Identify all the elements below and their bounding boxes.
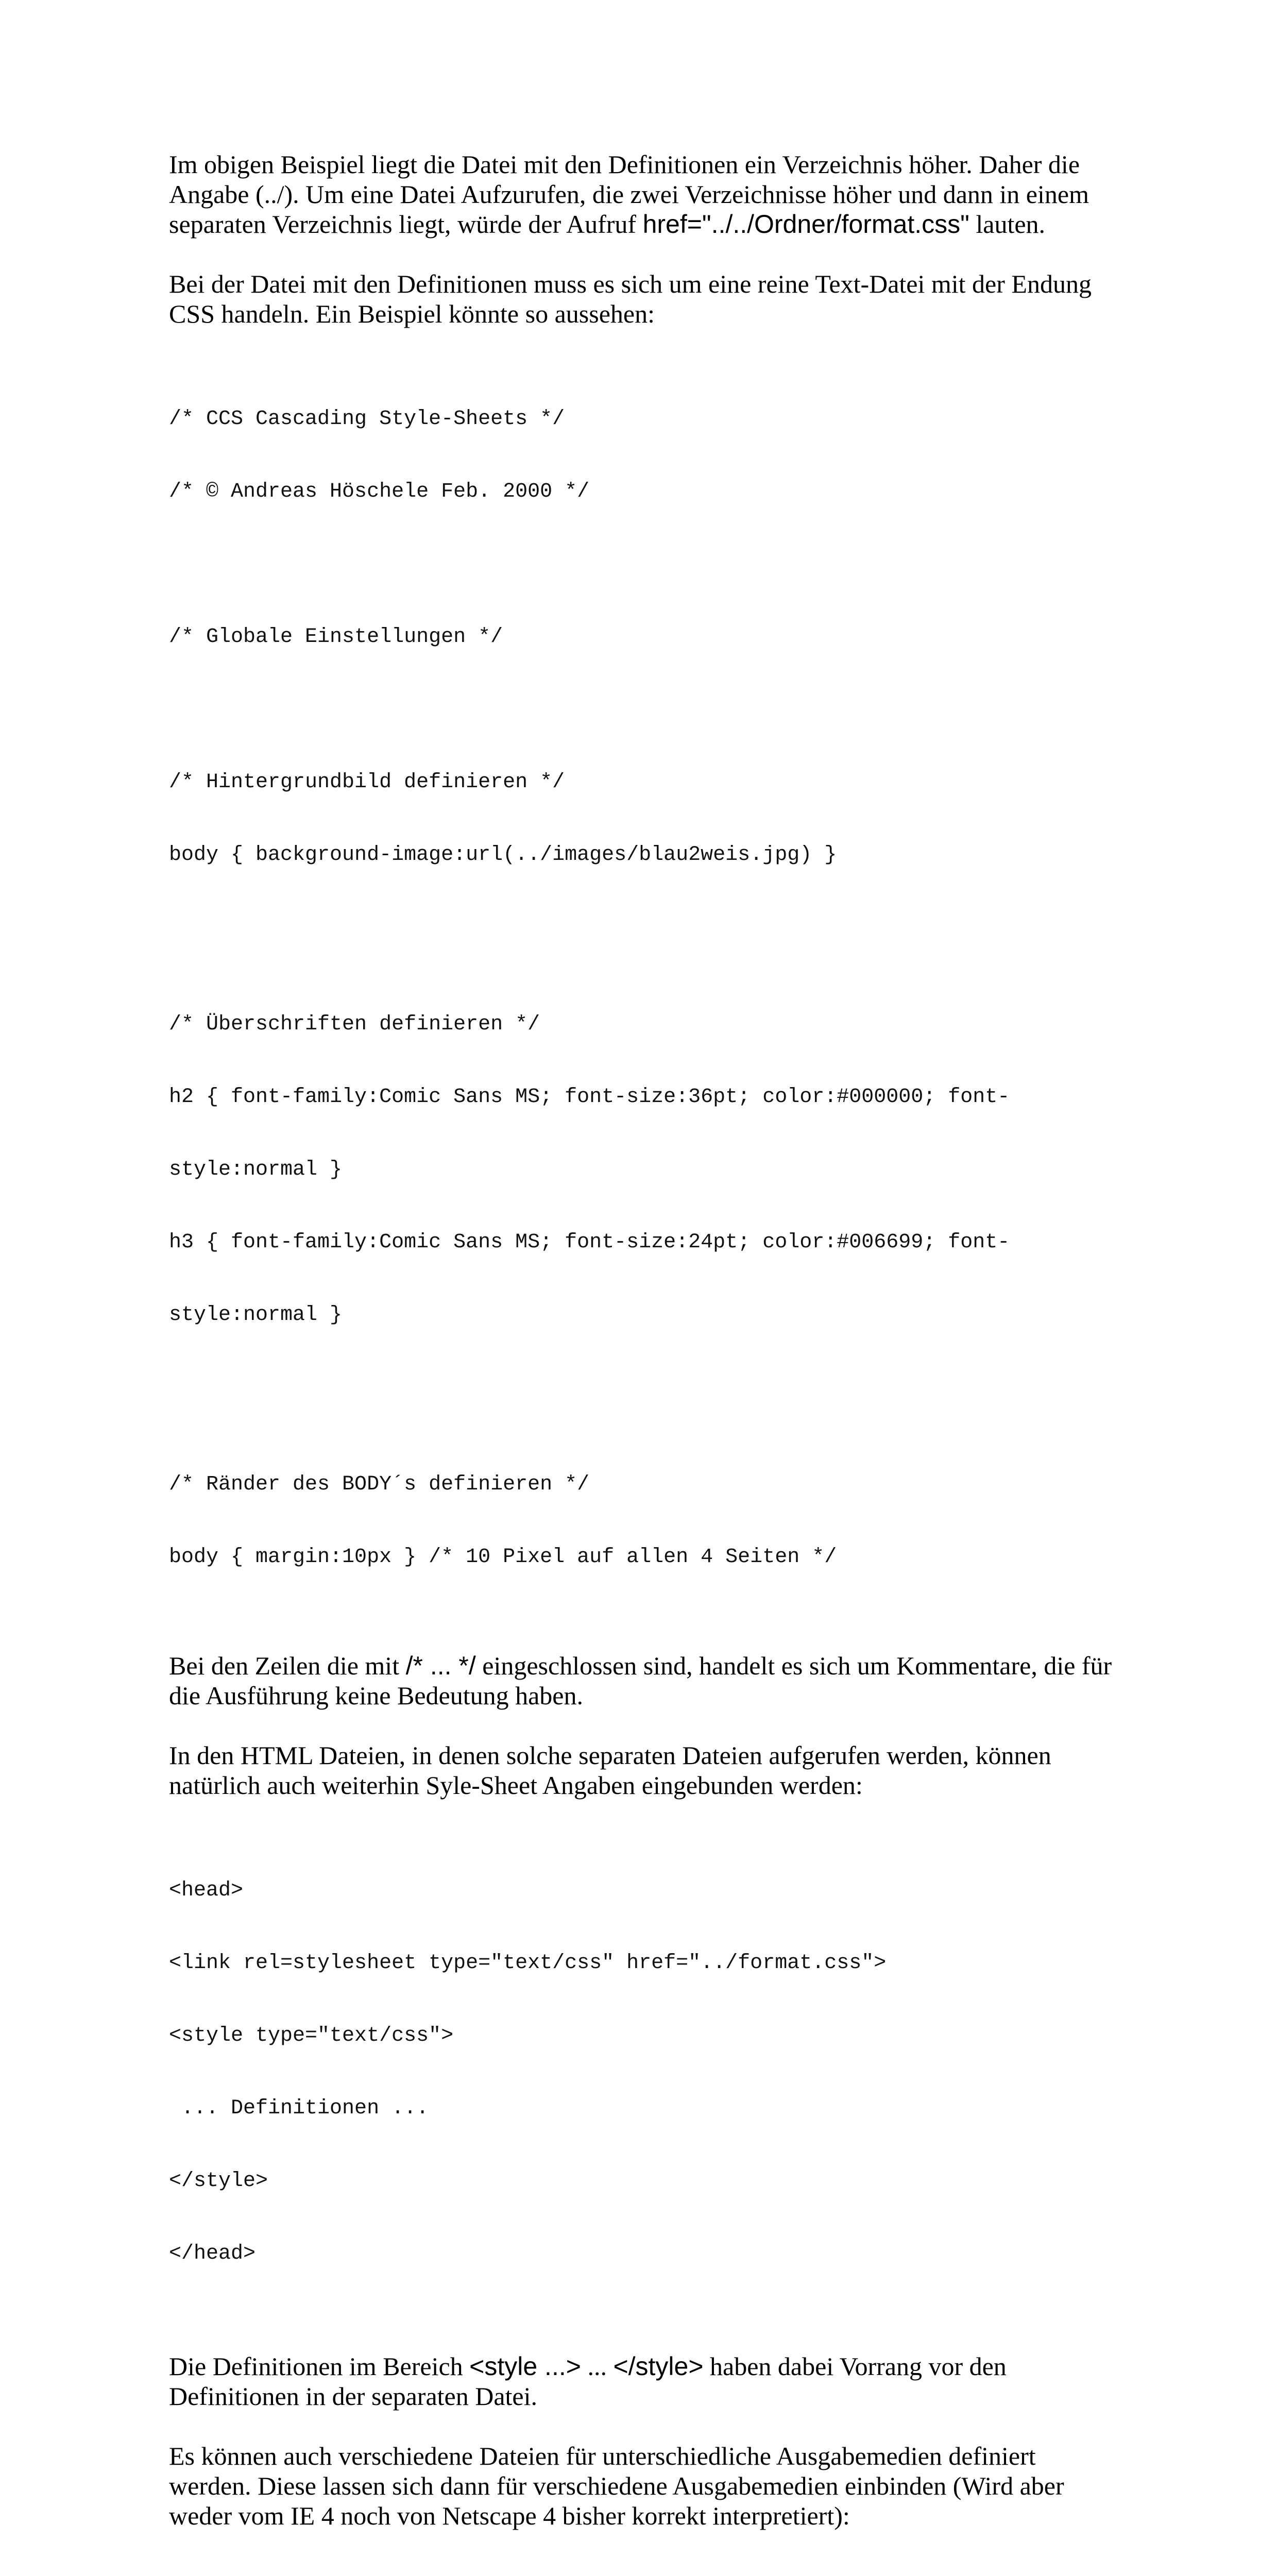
code-line: <head>: [169, 1879, 244, 1902]
code-line: </head>: [169, 2242, 256, 2265]
paragraph-text: Die Definitionen im Bereich: [169, 2352, 470, 2381]
paragraph-relative-path: [169, 149, 1122, 239]
code-line: h2 { font-family:Comic Sans MS; font-size:36pt; color:#000000; font-: [169, 1086, 1010, 1109]
code-line: <style type="text/css">: [169, 2024, 454, 2047]
paragraph-text: Im obigen Beispiel liegt die Datei mit den Definitionen ein Verzeichnis höher. Daher die Angabe (../). Um eine Datei Aufzurufen, die zwei Verzeichnisse höher und dann in einem separaten Verzeichnis liegt, würde der Aufruf: [169, 150, 1089, 239]
html-code-block-1: [169, 1830, 1122, 2314]
paragraph-text: lauten.: [969, 210, 1046, 239]
paragraph-text: Bei den Zeilen die mit: [169, 1651, 406, 1680]
code-line: /* Ränder des BODY´s definieren */: [169, 1473, 590, 1496]
inline-code-style-close: </style>: [613, 2352, 704, 2381]
code-line: </style>: [169, 2170, 268, 2193]
paragraph-comments: [169, 1651, 1122, 1710]
code-line: /* Globale Einstellungen */: [169, 625, 503, 649]
html-code-block-2: [169, 2561, 1122, 2576]
code-blank-line: [169, 552, 1122, 577]
code-line: body { background-image:url(../images/blau2weis.jpg) }: [169, 843, 837, 867]
code-blank-line: [169, 1376, 1122, 1424]
document-page: [169, 149, 1122, 2576]
code-line: ... Definitionen ...: [169, 2097, 429, 2120]
code-line: style:normal }: [169, 1303, 343, 1327]
code-line: /* Überschriften definieren */: [169, 1013, 540, 1036]
code-line: h3 { font-family:Comic Sans MS; font-size:24pt; color:#006699; font-: [169, 1231, 1010, 1254]
code-line: style:normal }: [169, 1158, 343, 1181]
paragraph-text: ...: [581, 2352, 614, 2381]
code-line: /* Hintergrundbild definieren */: [169, 771, 565, 794]
inline-code-style-open: <style ...>: [469, 2352, 581, 2381]
code-line: body { margin:10px } /* 10 Pixel auf allen 4 Seiten */: [169, 1546, 837, 1569]
code-line: <link rel=stylesheet type="text/css" href="../format.css">: [169, 1952, 887, 1975]
paragraph-css-file: Bei der Datei mit den Definitionen muss es sich um eine reine Text-Datei mit der Endung CSS handeln. Ein Beispiel könnte so aussehen:: [169, 269, 1092, 328]
paragraph-text: haben dabei Vorrang vor den Definitionen in der separaten Datei.: [169, 2352, 1007, 2411]
paragraph-text: eingeschlossen sind, handelt es sich um Kommentare, die für die Ausführung keine Bedeutung haben.: [169, 1651, 1112, 1710]
css-code-block: [169, 359, 1122, 1618]
paragraph-precedence: [169, 2351, 1122, 2411]
code-line: /* © Andreas Höschele Feb. 2000 */: [169, 480, 590, 503]
paragraph-media: Es können auch verschiedene Dateien für unterschiedliche Ausgabemedien definiert werden. Diese lassen sich dann für verschiedene Ausgabemedien einbinden (Wird aber weder vom IE 4 noch von Netscape 4 bisher korrekt interpretiert):: [169, 2442, 1064, 2530]
inline-code-href: href="../../Ordner/format.css": [642, 210, 969, 239]
code-blank-line: [169, 916, 1122, 964]
code-blank-line: [169, 698, 1122, 722]
inline-code-comment: /* ... */: [405, 1651, 476, 1680]
paragraph-html-files: In den HTML Dateien, in denen solche separaten Dateien aufgerufen werden, können natürlich auch weiterhin Syle-Sheet Angaben eingebunden werden:: [169, 1741, 1051, 1800]
code-line: /* CCS Cascading Style-Sheets */: [169, 408, 565, 431]
